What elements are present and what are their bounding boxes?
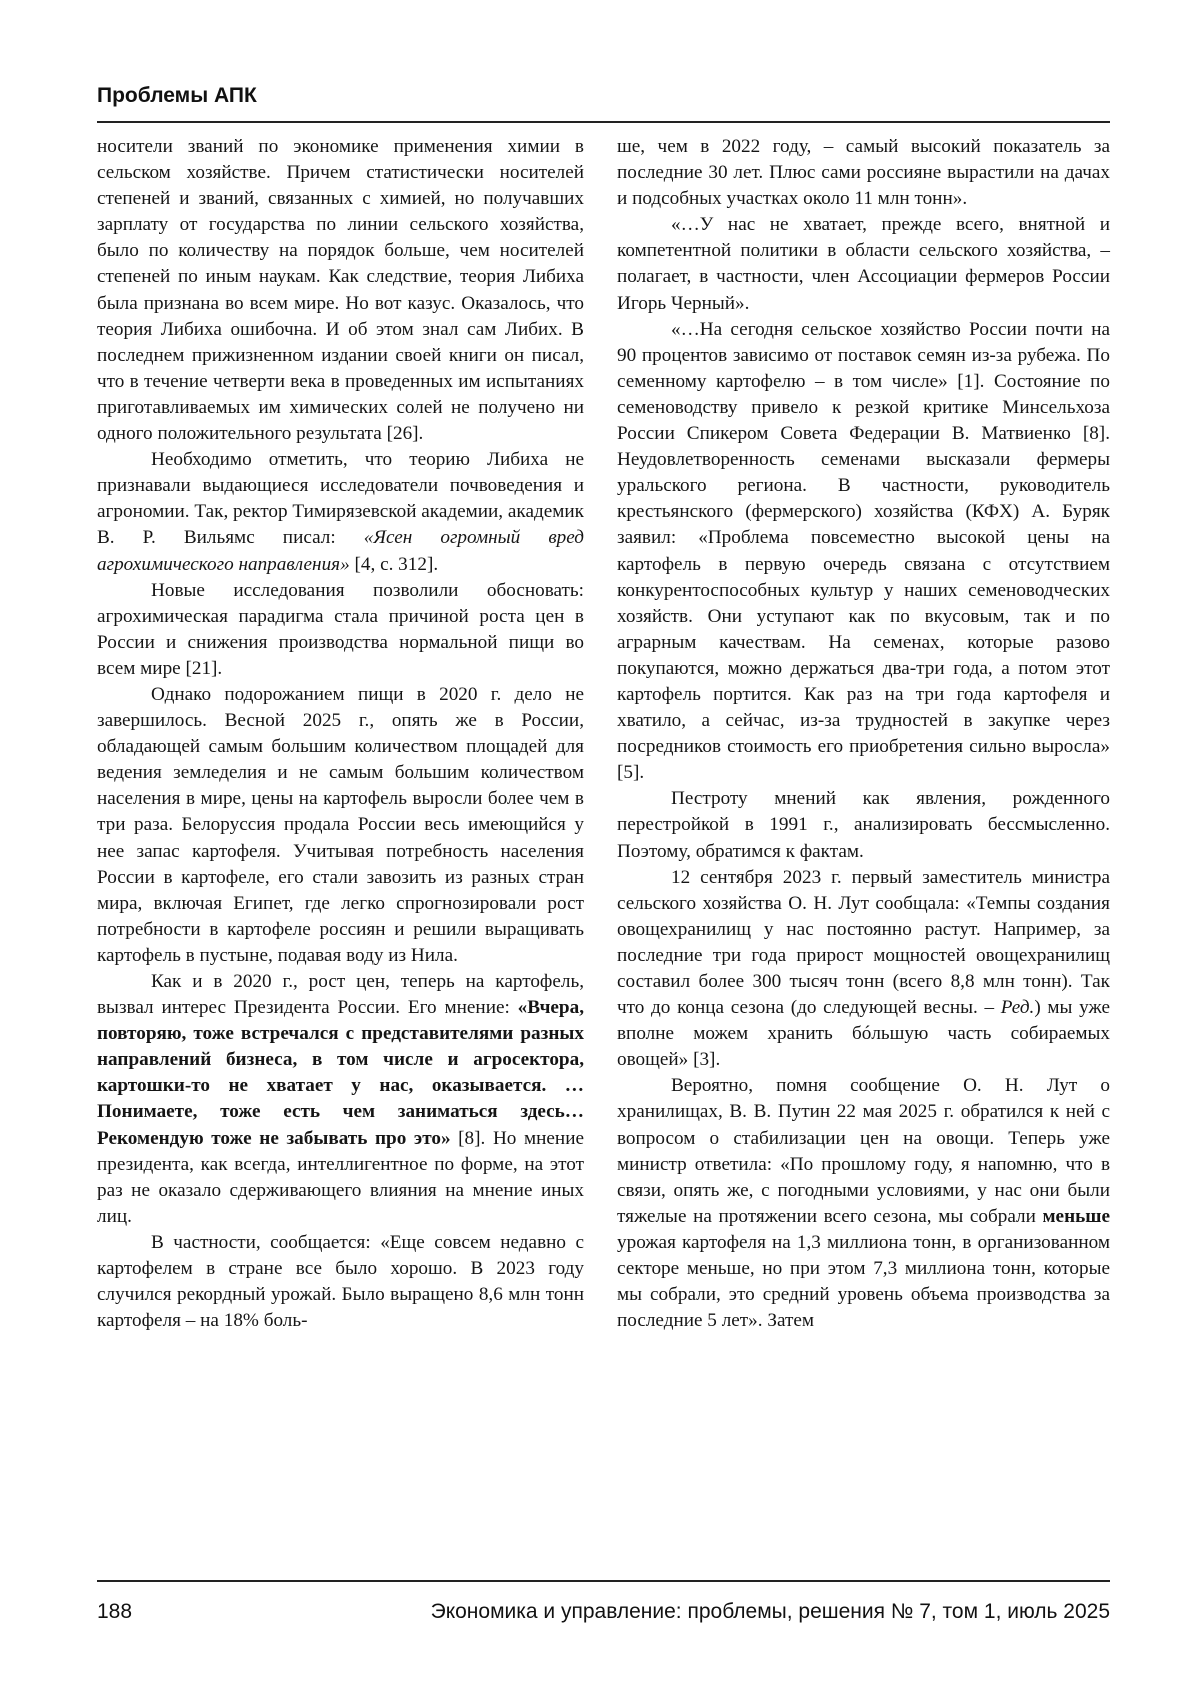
paragraph: Новые исследования позволили обосновать: агрохимическая парадигма стала причиной роста цен в России и снижения производства нормальной пищи во всем мире [21]. [97, 579, 584, 679]
italic-quote: «Ясен огромный вред агрохимического направления» [97, 527, 584, 575]
paragraph: Пестроту мнений как явления, рожденного перестройкой в 1991 г., анализировать бессмысленно. Поэтому, обратимся к фактам. [617, 788, 1110, 862]
paragraph: «…На сегодня сельское хозяйство России почти на 90 процентов зависимо от поставок семян из-за рубежа. По семенному картофелю – в том числе» [1]. Состояние по семеноводству привело к резкой критике Минсельхоза России Спикером Совета Федерации В. Матвиенко [8]. Неудовлетворенность семенами высказали фермеры уральского региона. В частности, руководитель крестьянского (фермерского) хозяйства (КФХ) А. Буряк заявил: «Проблема повсеместно высокой цены на картофель в первую очередь связана с отсутствием конкурентоспособных культур у наших семеноводческих хозяйств. Они уступают как по вкусовым, так и по аграрным качествам. На семенах, которые разово покупаются, можно держаться два-три года, а потом этот картофель портится. Как раз на три года картофеля и хватило, а сейчас, из-за трудностей в закупке через посредников стоимость его приобретения сильно выросла» [5]. [617, 318, 1110, 784]
paragraph: В частности, сообщается: «Еще совсем недавно с картофелем в стране все было хорошо. В 2023 году случился рекордный урожай. Было выращено 8,6 млн тонн картофеля – на 18% боль- [97, 1231, 584, 1332]
paragraph: Необходимо отметить, что теорию Либиха не признавали выдающиеся исследователи почвоведения и агрономии. Так, ректор Тимирязевской академии, академик В. Р. Вильямс писал: «Ясен огромный вред агрохимического направления» [4, с. 312]. [97, 449, 584, 575]
italic-abbrev: Ред. [1000, 997, 1035, 1019]
paragraph: носители званий по экономике применения химии в сельском хозяйстве. Причем статистически носителей степеней и званий, связанных с химией, но получавших зарплату от государства по линии сельского хозяйства, было по количеству на порядок больше, чем носителей степеней по иным наукам. Как следствие, теория Либиха была признана во всем мире. Но вот казус. Оказалось, что теория Либиха ошибочна. И об этом знал сам Либих. В последнем прижизненном издании своей книги он писал, что в течение четверти века в проведенных им испытаниях приготавливаемых им химических солей не получено ни одного положительного результата [26]. [97, 136, 584, 445]
left-column [97, 134, 584, 1334]
bold-word: меньше [1042, 1205, 1110, 1227]
right-column [617, 134, 1110, 1334]
paragraph: Как и в 2020 г., рост цен, теперь на картофель, вызвал интерес Президента России. Его мнение: «Вчера, повторяю, тоже встречался с представителями разных направлений бизнеса, в том числе и агросектора, картошки-то не хватает у нас, оказывается. … Понимаете, тоже есть чем заниматься здесь… Рекомендую тоже не забывать про это» [8]. Но мнение президента, как всегда, интеллигентное по форме, на этот раз не оказало сдерживающего влияния на мнение иных лиц. [97, 971, 584, 1227]
paragraph: Вероятно, помня сообщение О. Н. Лут о хранилищах, В. В. Путин 22 мая 2025 г. обратился к ней с вопросом о стабилизации цен на овощи. Теперь уже министр ответила: «По прошлому году, я напомню, что в связи, опять же, с погодными условиями, у нас они были тяжелые на протяжении всего сезона, мы собрали меньше урожая картофеля на 1,3 миллиона тонн, в организованном секторе меньше, но при этом 7,3 миллиона тонн, которые мы собрали, это средний уровень объема производства за последние 5 лет». Затем [617, 1075, 1110, 1332]
header-rule [97, 121, 1110, 123]
paragraph: «…У нас не хватает, прежде всего, внятной и компетентной политики в области сельского хозяйства, – полагает, в частности, член Ассоциации фермеров России Игорь Черный». [617, 214, 1110, 314]
journal-citation: Экономика и управление: проблемы, решения № 7, том 1, июль 2025 [430, 1600, 1110, 1623]
bold-quote: «Вчера, повторяю, тоже встречался с представителями разных направлений бизнеса, в том числе и агросектора, картошки-то не хватает у нас, оказывается. … Понимаете, тоже есть чем заниматься здесь… Рекомендую тоже не забывать про это» [97, 997, 584, 1149]
journal-page [97, 0, 1110, 1698]
paragraph: ше, чем в 2022 году, – самый высокий показатель за последние 30 лет. Плюс сами россияне вырастили на дачах и подсобных участках около 11 млн тонн». [617, 136, 1110, 210]
footer-rule [97, 1580, 1110, 1582]
paragraph: 12 сентября 2023 г. первый заместитель министра сельского хозяйства О. Н. Лут сообщала: «Темпы создания овощехранилищ у нас постоянно растут. Например, за последние три года прирост мощностей овощехранилищ составил более 300 тысяч тонн (всего 8,8 млн тонн). Так что до конца сезона (до следующей весны. – Ред.) мы уже вполне можем хранить бóльшую часть собираемых овощей» [3]. [617, 866, 1110, 1071]
paragraph: Однако подорожанием пищи в 2020 г. дело не завершилось. Весной 2025 г., опять же в России, обладающей самым большим количеством площадей для ведения земледелия и не самым большим количеством населения в мире, цены на картофель выросли более чем в три раза. Белоруссия продала России весь имеющийся у нее запас картофеля. Учитывая потребность населения России в картофеле, его стали завозить из разных стран мира, включая Египет, где легко спрогнозировали рост потребности в картофеле россиян и решили выращивать картофель в пустыне, подавая воду из Нила. [97, 683, 584, 966]
section-title: Проблемы АПК [97, 84, 257, 107]
page-number: 188 [97, 1600, 133, 1623]
